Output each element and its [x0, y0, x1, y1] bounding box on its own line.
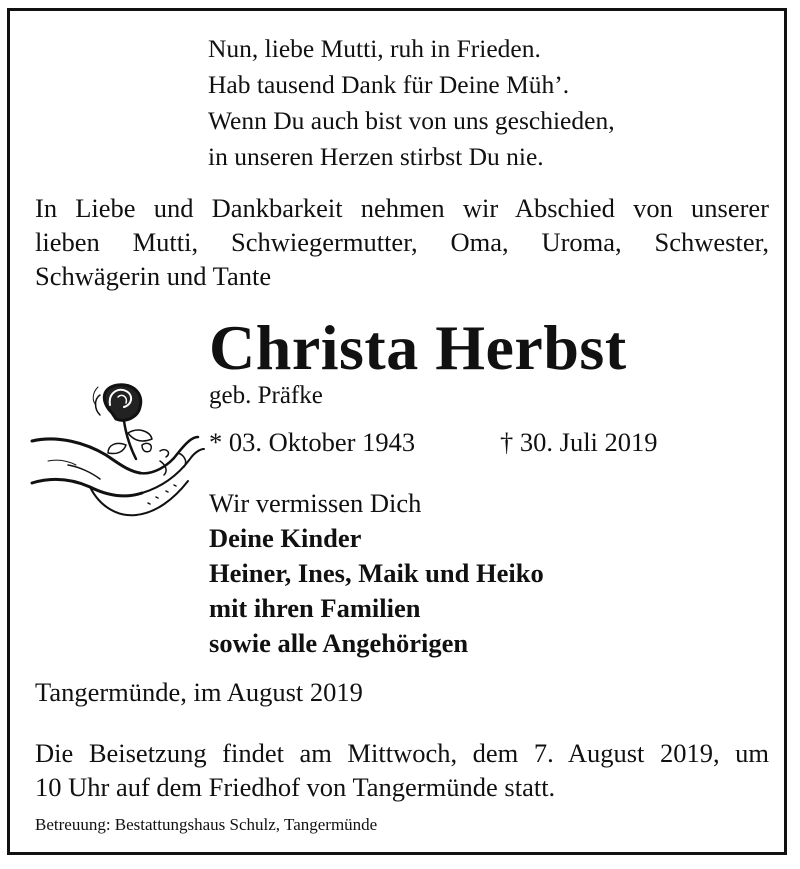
birth-date: * 03. Oktober 1943	[209, 427, 416, 457]
mourner-line: Heiner, Ines, Maik und Heiko	[209, 558, 544, 588]
funeral-info	[35, 736, 769, 804]
poem	[208, 31, 615, 175]
mourner-line: sowie alle Angehörigen	[209, 628, 469, 658]
place-date: Tangermünde, im August 2019	[35, 677, 363, 707]
funeral-line: Die Beisetzung findet am Mittwoch, dem 7. August 2019, um	[35, 738, 769, 768]
intro-line: In Liebe und Dankbarkeit nehmen wir Abschied von unserer	[35, 193, 769, 223]
poem-line: Wenn Du auch bist von uns geschieden,	[208, 106, 615, 135]
signature-block	[209, 486, 544, 661]
poem-line: in unseren Herzen stirbst Du nie.	[208, 142, 544, 171]
mourner-line: Deine Kinder	[209, 523, 362, 553]
poem-line: Nun, liebe Mutti, ruh in Frieden.	[208, 34, 541, 63]
intro-line: Schwägerin und Tante	[35, 261, 272, 291]
death-date: † 30. Juli 2019	[500, 427, 658, 457]
maiden-name: geb. Präfke	[209, 382, 323, 409]
mourner-line: mit ihren Familien	[209, 593, 421, 623]
funeral-line: 10 Uhr auf dem Friedhof von Tangermünde statt.	[35, 772, 556, 802]
intro-text	[35, 191, 769, 293]
signature-line: Wir vermissen Dich	[209, 488, 422, 518]
rose-in-hands-icon	[28, 375, 208, 525]
deceased-name: Christa Herbst	[209, 312, 627, 383]
intro-line: lieben Mutti, Schwiegermutter, Oma, Uroma, Schwester,	[35, 227, 769, 257]
poem-line: Hab tausend Dank für Deine Müh’.	[208, 70, 570, 99]
funeral-home-credit: Betreuung: Bestattungshaus Schulz, Tangermünde	[35, 815, 378, 834]
